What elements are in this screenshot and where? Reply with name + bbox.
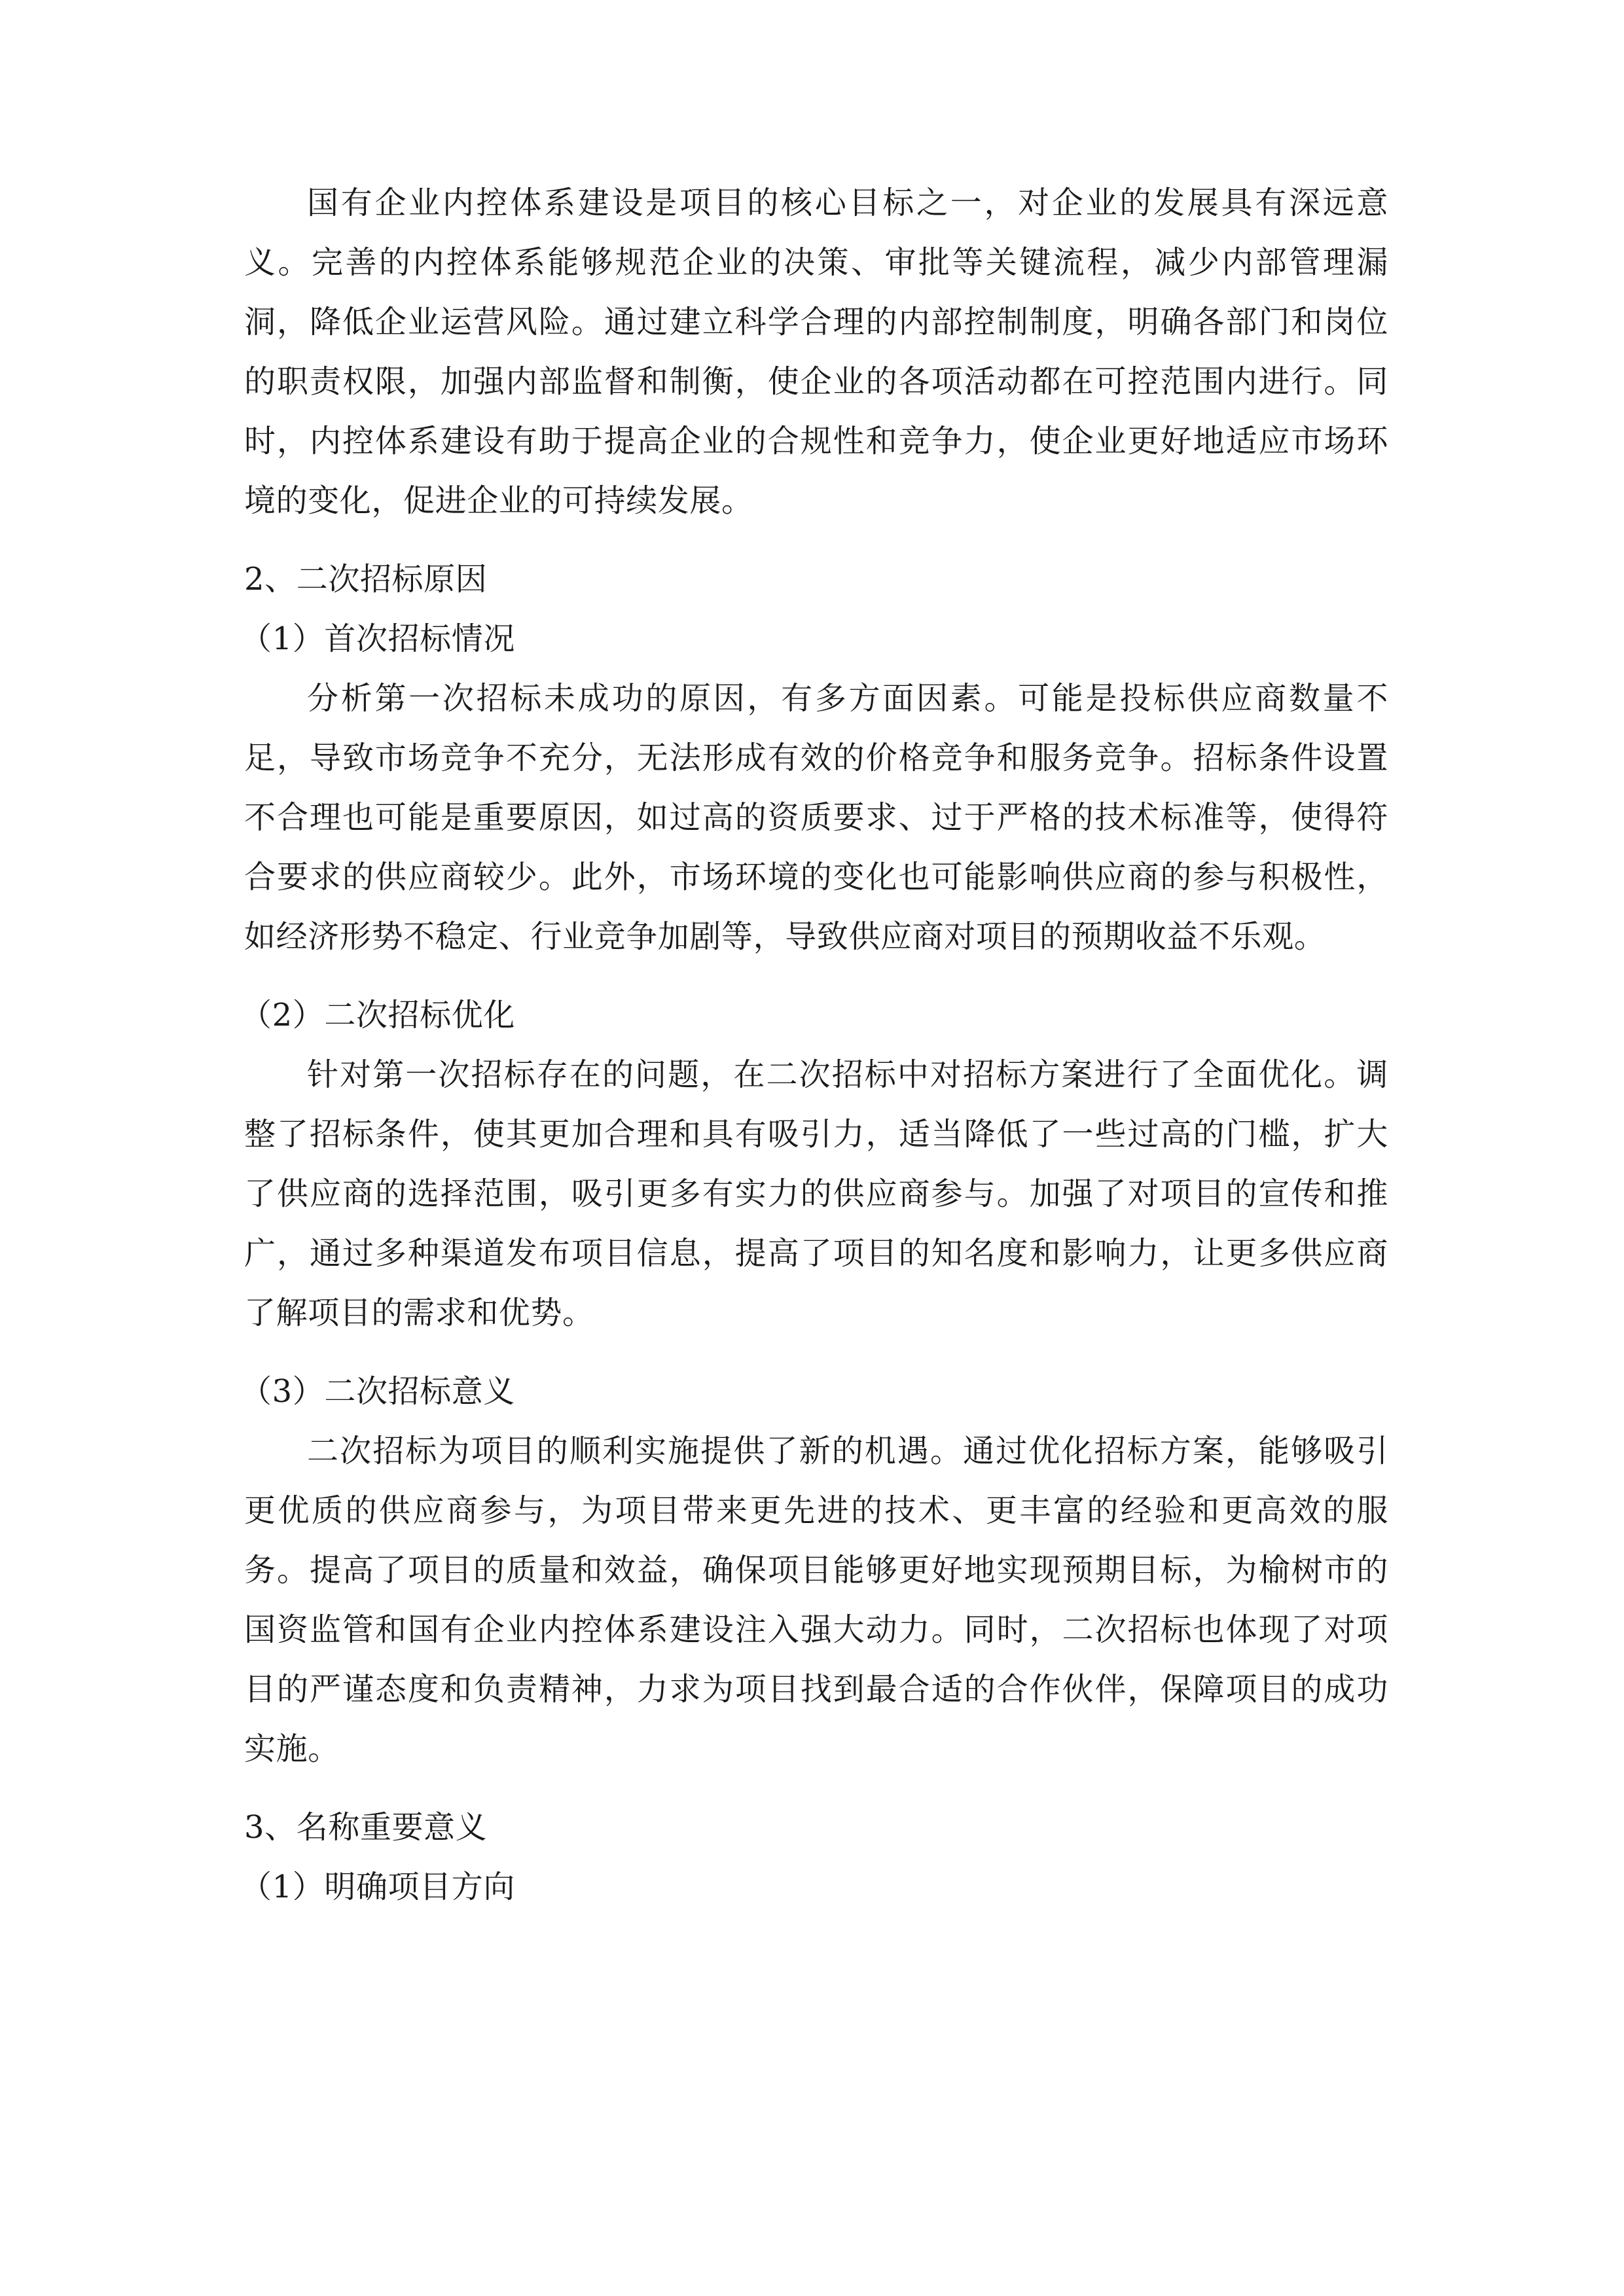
spacer — [244, 531, 1388, 550]
spacer — [244, 1343, 1388, 1362]
spacer — [244, 1779, 1388, 1798]
section-2-2-heading: （2）二次招标优化 — [240, 997, 515, 1033]
document-body — [240, 173, 1388, 1917]
section-3-1-heading: （1）明确项目方向 — [240, 1869, 515, 1905]
section-2-3-heading: （3）二次招标意义 — [240, 1373, 515, 1410]
section-3-heading: 3、名称重要意义 — [244, 1809, 488, 1846]
section-2-3-paragraph: 二次招标为项目的顺利实施提供了新的机遇。通过优化招标方案，能够吸引更优质的供应商参与，为项目带来更先进的技术、更丰富的经验和更高效的服务。提高了项目的质量和效益，确保项目能够更好地实现预期目标，为榆树市的国资监管和国有企业内控体系建设注入强大动力。同时，二次招标也体现了对项目的严谨态度和负责精神，力求为项目找到最合适的合作伙伴，保障项目的成功实施。 — [244, 1433, 1388, 1767]
section-2-2-paragraph: 针对第一次招标存在的问题，在二次招标中对招标方案进行了全面优化。调整了招标条件，使其更加合理和具有吸引力，适当降低了一些过高的门槛，扩大了供应商的选择范围，吸引更多有实力的供应商参与。加强了对项目的宣传和推广，通过多种渠道发布项目信息，提高了项目的知名度和影响力，让更多供应商了解项目的需求和优势。 — [244, 1056, 1388, 1331]
section-2-heading: 2、二次招标原因 — [244, 561, 488, 598]
section-2-1-heading: （1）首次招标情况 — [240, 620, 515, 657]
section-2-1-paragraph: 分析第一次招标未成功的原因，有多方面因素。可能是投标供应商数量不足，导致市场竞争不充分，无法形成有效的价格竞争和服务竞争。招标条件设置不合理也可能是重要原因，如过高的资质要求、过于严格的技术标准等，使得符合要求的供应商较少。此外，市场环境的变化也可能影响供应商的参与积极性，如经济形势不稳定、行业竞争加剧等，导致供应商对项目的预期收益不乐观。 — [244, 680, 1388, 955]
intro-paragraph: 国有企业内控体系建设是项目的核心目标之一，对企业的发展具有深远意义。完善的内控体系能够规范企业的决策、审批等关键流程，减少内部管理漏洞，降低企业运营风险。通过建立科学合理的内部控制制度，明确各部门和岗位的职责权限，加强内部监督和制衡，使企业的各项活动都在可控范围内进行。同时，内控体系建设有助于提高企业的合规性和竞争力，使企业更好地适应市场环境的变化，促进企业的可持续发展。 — [244, 185, 1388, 519]
spacer — [244, 967, 1388, 986]
